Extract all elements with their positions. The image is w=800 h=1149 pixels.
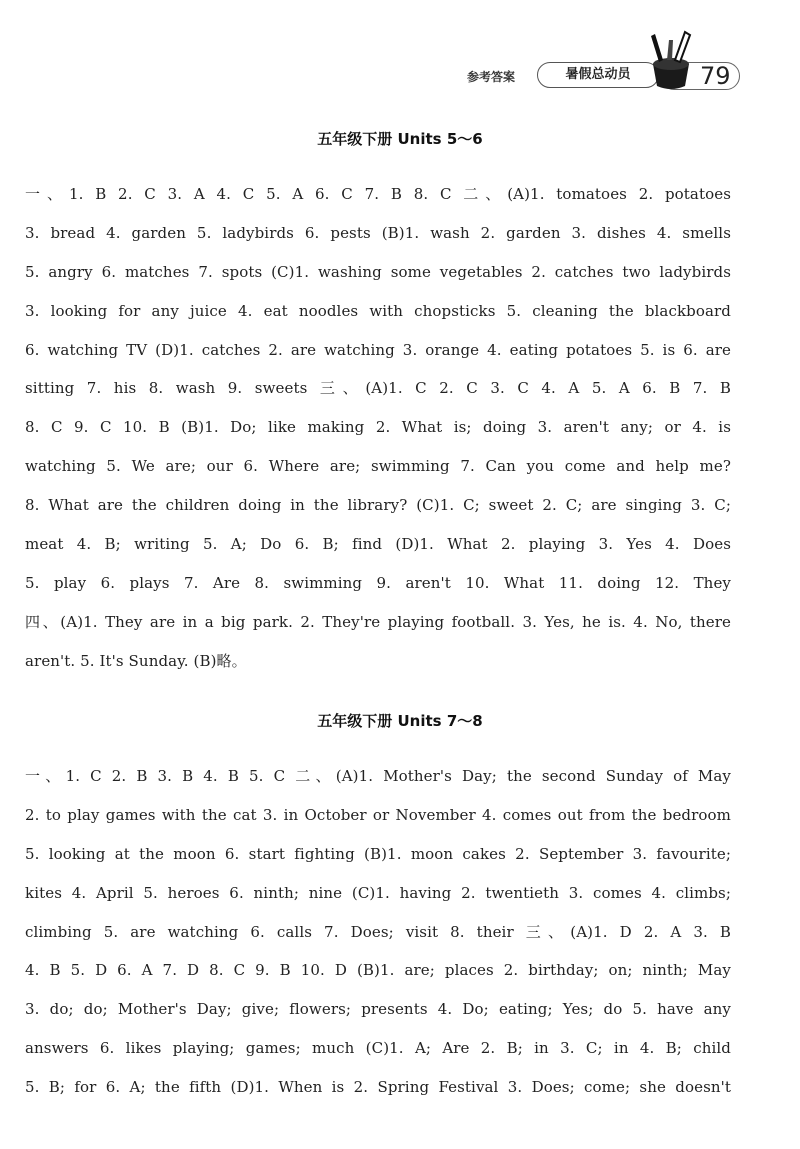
page-header (0, 62, 800, 96)
answer-block (25, 175, 731, 681)
answer-line: climbing 5. are watching 6. calls 7. Does; visit 8. their 三、(A)1. D 2. A 3. B (25, 922, 731, 941)
answer-line: 2. to play games with the cat 3. in October or November 4. comes out from the bedroom (25, 805, 731, 824)
answer-line: aren't. 5. It's Sunday. (B)略。 (25, 651, 247, 670)
answer-line: 8. What are the children doing in the library? (C)1. C; sweet 2. C; are singing 3. C; (25, 496, 731, 515)
answer-line: 3. looking for any juice 4. eat noodles with chopsticks 5. cleaning the blackboard (25, 301, 731, 320)
answer-line: 四、(A)1. They are in a big park. 2. They're playing football. 3. Yes, he is. 4. No, there (25, 612, 731, 631)
answer-line: 5. B; for 6. A; the fifth (D)1. When is 2. Spring Festival 3. Does; come; she doesn't (25, 1078, 731, 1097)
answer-line: 5. angry 6. matches 7. spots (C)1. washing some vegetables 2. catches two ladybirds (25, 262, 731, 281)
reference-answers-label: 参考答案 (467, 70, 516, 84)
answer-line: kites 4. April 5. heroes 6. ninth; nine (C)1. having 2. twentieth 3. comes 4. climbs; (25, 883, 731, 902)
answer-line: 8. C 9. C 10. B (B)1. Do; like making 2. What is; doing 3. aren't any; or 4. is (25, 418, 731, 437)
answer-line: 5. play 6. plays 7. Are 8. swimming 9. aren't 10. What 11. doing 12. They (25, 573, 731, 592)
answer-line: 4. B 5. D 6. A 7. D 8. C 9. B 10. D (B)1. are; places 2. birthday; on; ninth; May (25, 961, 731, 980)
book-title-badge: 暑假总动员 (537, 62, 659, 88)
answer-block (25, 757, 731, 1107)
answer-line: 3. do; do; Mother's Day; give; flowers; presents 4. Do; eating; Yes; do 5. have any (25, 1000, 731, 1019)
answer-line: 一、1. C 2. B 3. B 4. B 5. C 二、(A)1. Mother's Day; the second Sunday of May (25, 767, 731, 785)
section-title: 五年级下册 Units 5～6 (317, 130, 483, 148)
answer-line: answers 6. likes playing; games; much (C)1. A; Are 2. B; in 3. C; in 4. B; child (25, 1039, 731, 1058)
answer-line: 5. looking at the moon 6. start fighting (B)1. moon cakes 2. September 3. favourite; (25, 844, 731, 863)
page-number: 79 (700, 62, 731, 90)
answer-line: meat 4. B; writing 5. A; Do 6. B; find (D)1. What 2. playing 3. Yes 4. Does (25, 535, 731, 554)
mascot-icon (645, 30, 697, 92)
section-title: 五年级下册 Units 7～8 (317, 712, 483, 730)
answer-line: sitting 7. his 8. wash 9. sweets 三、(A)1. C 2. C 3. C 4. A 5. A 6. B 7. B (25, 379, 731, 398)
answer-line: 3. bread 4. garden 5. ladybirds 6. pests (B)1. wash 2. garden 3. dishes 4. smells (25, 223, 731, 242)
answer-line: 一、1. B 2. C 3. A 4. C 5. A 6. C 7. B 8. C 二、(A)1. tomatoes 2. potatoes (25, 185, 731, 203)
answer-line: watching 5. We are; our 6. Where are; swimming 7. Can you come and help me? (25, 457, 731, 476)
answer-line: 6. watching TV (D)1. catches 2. are watching 3. orange 4. eating potatoes 5. is 6. are (25, 340, 731, 359)
